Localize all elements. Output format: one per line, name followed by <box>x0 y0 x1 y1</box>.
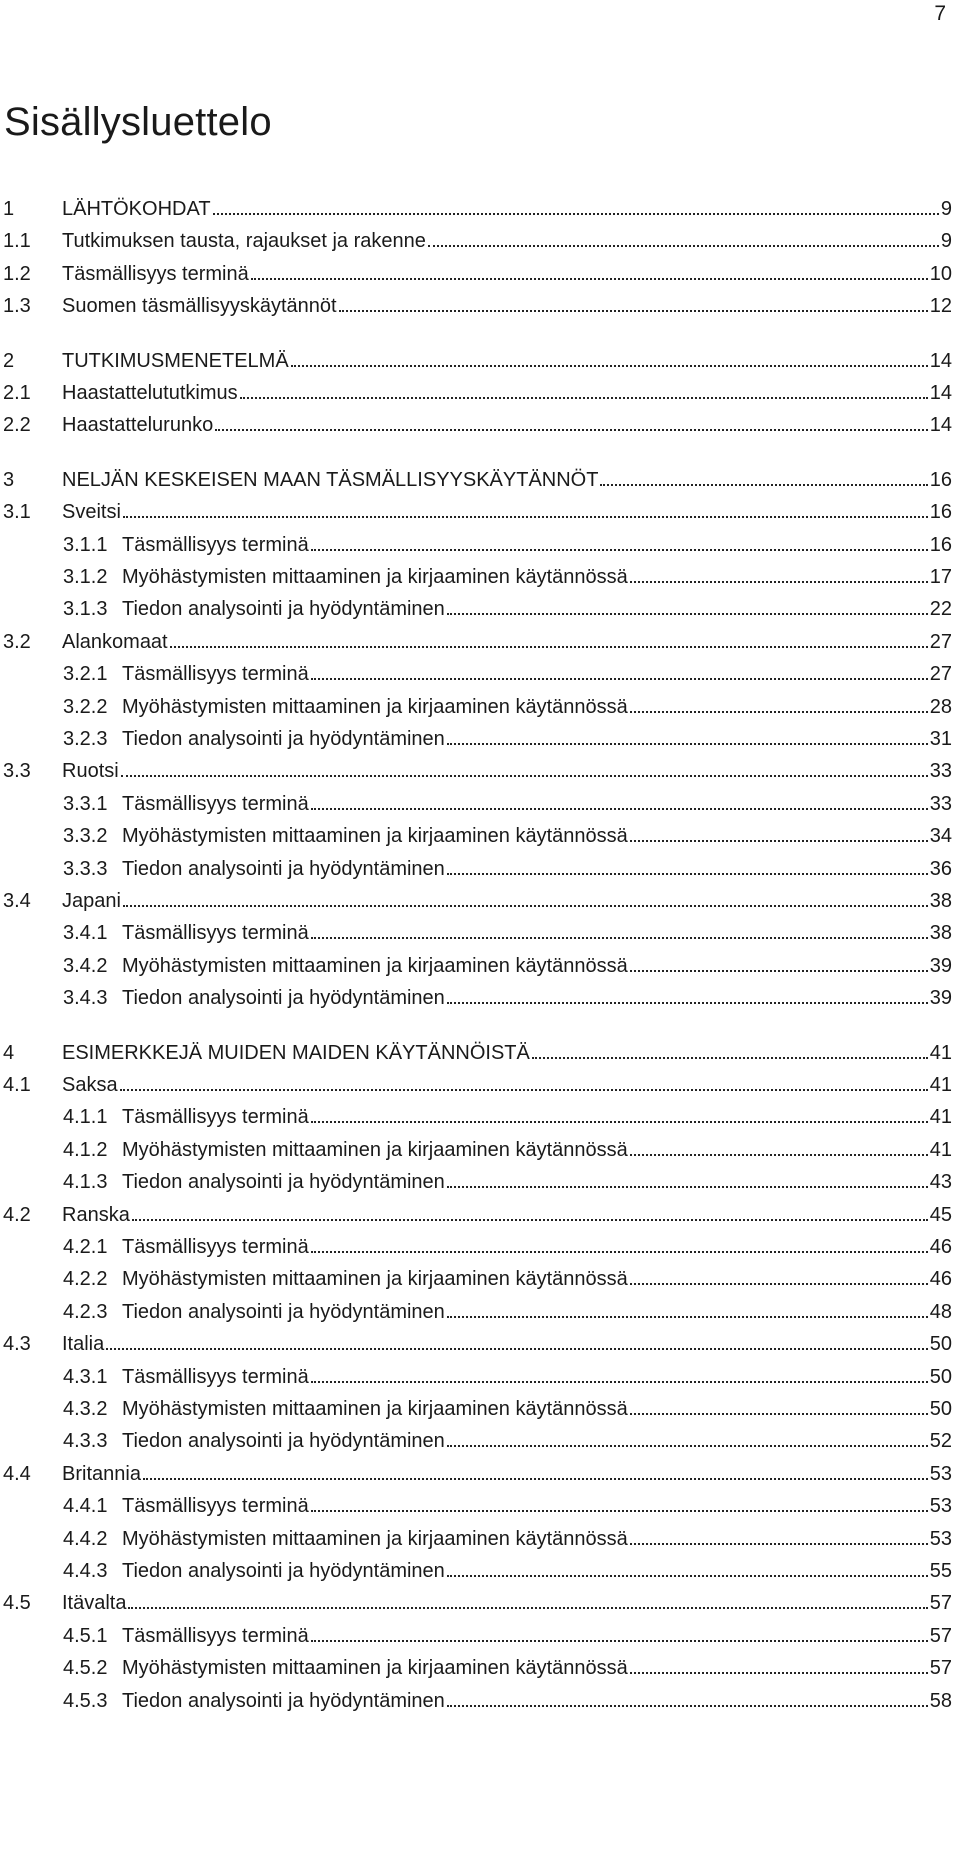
toc-entry-title[interactable]: Sveitsi <box>62 501 121 524</box>
toc-entry-title[interactable]: Tiedon analysointi ja hyödyntäminen <box>122 1560 445 1582</box>
toc-entry-number: 2.2 <box>3 414 31 437</box>
toc-entry[interactable] <box>0 227 960 255</box>
toc-entry-page: 16 <box>929 468 952 491</box>
toc-entry-page: 10 <box>929 262 952 285</box>
toc-entry-title[interactable]: Ruotsi <box>62 760 119 783</box>
toc-entry[interactable] <box>0 790 960 818</box>
toc-entry-title[interactable]: TUTKIMUSMENETELMÄ <box>62 349 289 372</box>
toc-entry-title[interactable]: Täsmällisyys terminä <box>122 1365 309 1388</box>
dot-leader <box>251 260 928 280</box>
toc-entry-number: 3.4.2 <box>63 954 108 977</box>
toc-entry-title[interactable]: Täsmällisyys terminä <box>122 922 309 945</box>
toc-entry-number: 4 <box>3 1041 15 1064</box>
toc-entry-title[interactable]: Tiedon analysointi ja hyödyntäminen <box>122 1300 445 1323</box>
toc-entry-page: 52 <box>929 1430 952 1453</box>
toc-entry-page: 50 <box>929 1365 952 1388</box>
dot-leader <box>311 790 928 810</box>
toc-entry-number: 1.2 <box>3 262 31 285</box>
toc-entry-number: 2.1 <box>3 382 31 404</box>
toc-entry-title[interactable]: Täsmällisyys terminä <box>122 792 309 815</box>
toc-entry-page: 50 <box>929 1333 952 1356</box>
toc-entry[interactable] <box>0 1265 960 1293</box>
dot-leader <box>213 195 939 215</box>
toc-entry-number: 3.3.3 <box>63 857 108 880</box>
toc-entry-number: 4.1.2 <box>63 1138 108 1161</box>
toc-entry-page: 55 <box>929 1560 952 1582</box>
toc-entry[interactable] <box>0 595 960 623</box>
dot-leader <box>311 1233 928 1253</box>
toc-entry-title[interactable]: ESIMERKKEJÄ MUIDEN MAIDEN KÄYTÄNNÖISTÄ <box>62 1041 530 1064</box>
toc-entry-title[interactable]: Tiedon analysointi ja hyödyntäminen <box>122 1689 445 1712</box>
toc-entry[interactable] <box>0 628 960 656</box>
toc-entry[interactable] <box>0 693 960 721</box>
toc-entry[interactable] <box>0 822 960 850</box>
toc-entry-number: 4.2.2 <box>63 1268 108 1291</box>
toc-entry-title[interactable]: Täsmällisyys terminä <box>122 533 309 556</box>
toc-entry-number: 4.2.1 <box>63 1236 108 1258</box>
toc-entry-page: 17 <box>929 566 952 588</box>
toc-entry-page: 33 <box>929 792 952 815</box>
toc-entry-number: 3.2.1 <box>63 663 108 686</box>
toc-entry-title[interactable]: Tiedon analysointi ja hyödyntäminen <box>122 987 445 1010</box>
toc-entry[interactable] <box>0 1460 960 1488</box>
toc-entry-title[interactable]: Haastattelututkimus <box>62 382 238 404</box>
toc-entry[interactable] <box>0 1330 960 1358</box>
toc-entry-number: 4.4.1 <box>63 1495 108 1518</box>
toc-entry-page: 46 <box>929 1268 952 1291</box>
dot-leader <box>447 1427 928 1447</box>
toc-entry-title[interactable]: Tutkimuksen tausta, rajaukset ja rakenne <box>62 230 426 253</box>
dot-leader <box>311 1363 928 1383</box>
toc-entry-number: 4.3.2 <box>63 1398 108 1420</box>
dot-leader <box>630 822 928 842</box>
toc-entry-number: 1 <box>3 198 15 220</box>
dot-leader <box>630 1654 928 1674</box>
toc-entry[interactable] <box>0 531 960 559</box>
toc-entry-number: 3.4.3 <box>63 987 108 1010</box>
toc-entry-page: 43 <box>929 1171 952 1194</box>
toc-entry-page: 38 <box>929 890 952 912</box>
toc-entry-page: 14 <box>929 349 952 372</box>
toc-entry-title[interactable]: Täsmällisyys terminä <box>122 1236 309 1258</box>
toc-entry-page: 46 <box>929 1236 952 1258</box>
dot-leader <box>447 855 928 875</box>
toc-entry-title[interactable]: Myöhästymisten mittaaminen ja kirjaaminen käytännössä <box>122 1527 628 1550</box>
page-number: 7 <box>934 2 946 25</box>
toc-entry-title[interactable]: Täsmällisyys terminä <box>62 262 249 285</box>
toc-entry-page: 27 <box>929 663 952 686</box>
toc-entry-number: 3.2 <box>3 630 31 653</box>
dot-leader <box>339 292 928 312</box>
dot-leader <box>120 1071 928 1091</box>
dot-leader <box>132 1201 928 1221</box>
dot-leader <box>600 466 927 486</box>
dot-leader <box>311 919 928 939</box>
toc-entry-title[interactable]: Myöhästymisten mittaaminen ja kirjaaminen käytännössä <box>122 825 628 848</box>
toc-entry-title[interactable]: NELJÄN KESKEISEN MAAN TÄSMÄLLISYYSKÄYTÄNNÖT <box>62 468 599 491</box>
toc-entry-page: 9 <box>940 198 952 220</box>
toc-entry-page: 48 <box>929 1300 952 1323</box>
toc-entry-number: 3.3 <box>3 760 31 783</box>
toc-entry-title[interactable]: Tiedon analysointi ja hyödyntäminen <box>122 728 445 750</box>
dot-leader <box>215 411 928 431</box>
dot-leader <box>123 887 928 907</box>
toc-entry-number: 1.1 <box>3 230 31 253</box>
toc-entry-page: 53 <box>929 1462 952 1485</box>
dot-leader <box>121 757 928 777</box>
toc-entry-page: 41 <box>929 1074 952 1096</box>
toc-entry-title[interactable]: Suomen täsmällisyyskäytännöt <box>62 295 337 318</box>
toc-entry-page: 16 <box>929 501 952 524</box>
dot-leader <box>447 595 928 615</box>
toc-entry-number: 4.1 <box>3 1074 31 1096</box>
toc-entry-title[interactable]: Myöhästymisten mittaaminen ja kirjaaminen käytännössä <box>122 1268 628 1291</box>
toc-entry-page: 9 <box>940 230 952 253</box>
toc-entry-page: 14 <box>929 382 952 404</box>
dot-leader <box>311 1492 928 1512</box>
toc-entry-number: 3.1 <box>3 501 31 524</box>
toc-entry[interactable] <box>0 1492 960 1520</box>
toc-entry-title[interactable]: Haastattelurunko <box>62 414 214 437</box>
dot-leader <box>630 563 928 583</box>
toc-entry[interactable] <box>0 466 960 494</box>
toc-entry-title[interactable]: Alankomaat <box>62 630 168 653</box>
toc-entry-number: 4.5.3 <box>63 1689 108 1712</box>
toc-entry-number: 4.4.3 <box>63 1560 108 1582</box>
toc-entry[interactable] <box>0 1136 960 1164</box>
toc-entry-page: 33 <box>929 760 952 783</box>
dot-leader <box>311 1622 928 1642</box>
toc-entry-number: 1.3 <box>3 295 31 318</box>
toc-entry[interactable] <box>0 1525 960 1553</box>
toc-entry-number: 4.5.2 <box>63 1657 108 1680</box>
toc-entry[interactable] <box>0 1687 960 1715</box>
dot-leader <box>447 1687 928 1707</box>
toc-entry-title[interactable]: Myöhästymisten mittaaminen ja kirjaaminen käytännössä <box>122 1657 628 1680</box>
toc-entry-number: 4.5 <box>3 1592 31 1615</box>
toc-entry-page: 57 <box>929 1624 952 1647</box>
toc-entry-number: 3.3.2 <box>63 825 108 848</box>
dot-leader <box>428 227 939 247</box>
toc-entry-page: 53 <box>929 1495 952 1518</box>
toc-entry[interactable] <box>0 1654 960 1682</box>
toc-entry-number: 3.2.2 <box>63 695 108 718</box>
toc-entry[interactable] <box>0 660 960 688</box>
toc-entry[interactable] <box>0 1298 960 1326</box>
toc-entry[interactable] <box>0 1427 960 1455</box>
toc-entry[interactable] <box>0 195 960 223</box>
toc-entry-page: 38 <box>929 922 952 945</box>
toc-entry[interactable] <box>0 1557 960 1585</box>
toc-entry[interactable] <box>0 725 960 753</box>
toc-entry-number: 3.2.3 <box>63 728 108 750</box>
dot-leader <box>447 725 928 745</box>
toc-entry-title[interactable]: Täsmällisyys terminä <box>122 1495 309 1518</box>
toc-entry-number: 4.2 <box>3 1203 31 1226</box>
toc-entry[interactable] <box>0 347 960 375</box>
toc-entry[interactable] <box>0 1622 960 1650</box>
toc-entry-title[interactable]: Saksa <box>62 1074 118 1096</box>
toc-entry[interactable] <box>0 1363 960 1391</box>
toc-entry-page: 45 <box>929 1203 952 1226</box>
dot-leader <box>170 628 928 648</box>
dot-leader <box>240 379 928 399</box>
toc-entry-number: 4.1.3 <box>63 1171 108 1194</box>
toc-entry-number: 4.3.3 <box>63 1430 108 1453</box>
dot-leader <box>630 1136 928 1156</box>
toc-entry[interactable] <box>0 984 960 1012</box>
toc-entry-page: 22 <box>929 598 952 621</box>
toc-entry[interactable] <box>0 952 960 980</box>
toc-entry-title[interactable]: Tiedon analysointi ja hyödyntäminen <box>122 1171 445 1194</box>
dot-leader <box>630 952 928 972</box>
dot-leader <box>143 1460 928 1480</box>
toc-entry-page: 12 <box>929 295 952 318</box>
dot-leader <box>311 660 928 680</box>
toc-entry[interactable] <box>0 1071 960 1099</box>
toc-entry-page: 14 <box>929 414 952 437</box>
toc-entry-title[interactable]: Tiedon analysointi ja hyödyntäminen <box>122 857 445 880</box>
toc-entry-number: 3 <box>3 468 15 491</box>
dot-leader <box>311 1103 928 1123</box>
toc-entry[interactable] <box>0 498 960 526</box>
toc-entry-number: 4.5.1 <box>63 1624 108 1647</box>
toc-entry[interactable] <box>0 855 960 883</box>
toc-entry-title[interactable]: Tiedon analysointi ja hyödyntäminen <box>122 598 445 621</box>
toc-entry[interactable] <box>0 1201 960 1229</box>
toc-entry-page: 31 <box>929 728 952 750</box>
dot-leader <box>630 1525 928 1545</box>
toc-entry-number: 3.1.2 <box>63 566 108 588</box>
toc-entry[interactable] <box>0 292 960 320</box>
toc-entry[interactable] <box>0 411 960 439</box>
toc-entry[interactable] <box>0 887 960 915</box>
toc-entry-number: 4.1.1 <box>63 1106 108 1129</box>
toc-entry-page: 53 <box>929 1527 952 1550</box>
toc-entry-title[interactable]: Täsmällisyys terminä <box>122 1624 309 1647</box>
toc-entry-page: 36 <box>929 857 952 880</box>
toc-entry-title[interactable]: LÄHTÖKOHDAT <box>62 198 211 220</box>
dot-leader <box>106 1330 928 1350</box>
toc-entry-page: 27 <box>929 630 952 653</box>
toc-entry[interactable] <box>0 1589 960 1617</box>
toc-entry-page: 34 <box>929 825 952 848</box>
dot-leader <box>447 1168 928 1188</box>
dot-leader <box>291 347 928 367</box>
toc-entry[interactable] <box>0 1233 960 1261</box>
toc-entry-number: 3.3.1 <box>63 792 108 815</box>
toc-entry[interactable] <box>0 1103 960 1131</box>
dot-leader <box>630 693 928 713</box>
toc-entry-title[interactable]: Ranska <box>62 1203 130 1226</box>
toc-entry[interactable] <box>0 1395 960 1423</box>
toc-entry-number: 4.3 <box>3 1333 31 1356</box>
toc-entry-page: 16 <box>929 533 952 556</box>
dot-leader <box>447 1298 928 1318</box>
toc-entry[interactable] <box>0 757 960 785</box>
toc-entry-page: 41 <box>929 1041 952 1064</box>
dot-leader <box>447 1557 928 1577</box>
toc-entry[interactable] <box>0 260 960 288</box>
toc-entry-page: 57 <box>929 1592 952 1615</box>
toc-entry-title[interactable]: Myöhästymisten mittaaminen ja kirjaaminen käytännössä <box>122 954 628 977</box>
toc-entry-number: 3.1.1 <box>63 533 108 556</box>
toc-entry-title[interactable]: Myöhästymisten mittaaminen ja kirjaaminen käytännössä <box>122 1398 628 1420</box>
toc-entry-number: 3.4.1 <box>63 922 108 945</box>
toc-entry-page: 28 <box>929 695 952 718</box>
toc-entry[interactable] <box>0 1039 960 1067</box>
toc-entry-number: 4.3.1 <box>63 1365 108 1388</box>
toc-entry-page: 58 <box>929 1689 952 1712</box>
toc-entry-title[interactable]: Italia <box>62 1333 105 1356</box>
toc-entry-number: 4.4 <box>3 1462 31 1485</box>
toc-entry-page: 50 <box>929 1398 952 1420</box>
toc-entry-title[interactable]: Itävalta <box>62 1592 127 1615</box>
toc-entry-number: 3.1.3 <box>63 598 108 621</box>
toc-entry-page: 57 <box>929 1657 952 1680</box>
page-title: Sisällysluettelo <box>4 100 272 144</box>
toc-entry-page: 41 <box>929 1106 952 1129</box>
toc-entry[interactable] <box>0 1168 960 1196</box>
dot-leader <box>532 1039 928 1059</box>
toc-entry-page: 39 <box>929 987 952 1010</box>
toc-entry-page: 41 <box>929 1138 952 1161</box>
toc-entry[interactable] <box>0 919 960 947</box>
toc-entry-title[interactable]: Britannia <box>62 1462 141 1485</box>
toc-entry-title[interactable]: Tiedon analysointi ja hyödyntäminen <box>122 1430 445 1453</box>
dot-leader <box>128 1589 927 1609</box>
toc-entry-page: 39 <box>929 954 952 977</box>
toc-entry[interactable] <box>0 563 960 591</box>
toc-entry-title[interactable]: Japani <box>62 890 121 912</box>
dot-leader <box>447 984 928 1004</box>
toc-entry-title[interactable]: Myöhästymisten mittaaminen ja kirjaaminen käytännössä <box>122 566 628 588</box>
toc-entry-number: 4.2.3 <box>63 1300 108 1323</box>
dot-leader <box>123 498 928 518</box>
toc-entry-number: 2 <box>3 349 15 372</box>
dot-leader <box>630 1265 928 1285</box>
toc-entry-number: 4.4.2 <box>63 1527 108 1550</box>
toc-entry-title[interactable]: Myöhästymisten mittaaminen ja kirjaaminen käytännössä <box>122 695 628 718</box>
toc-entry-number: 3.4 <box>3 890 31 912</box>
dot-leader <box>311 531 928 551</box>
toc-entry-title[interactable]: Täsmällisyys terminä <box>122 1106 309 1129</box>
toc-entry-title[interactable]: Myöhästymisten mittaaminen ja kirjaaminen käytännössä <box>122 1138 628 1161</box>
dot-leader <box>630 1395 928 1415</box>
toc-entry[interactable] <box>0 379 960 407</box>
toc-entry-title[interactable]: Täsmällisyys terminä <box>122 663 309 686</box>
